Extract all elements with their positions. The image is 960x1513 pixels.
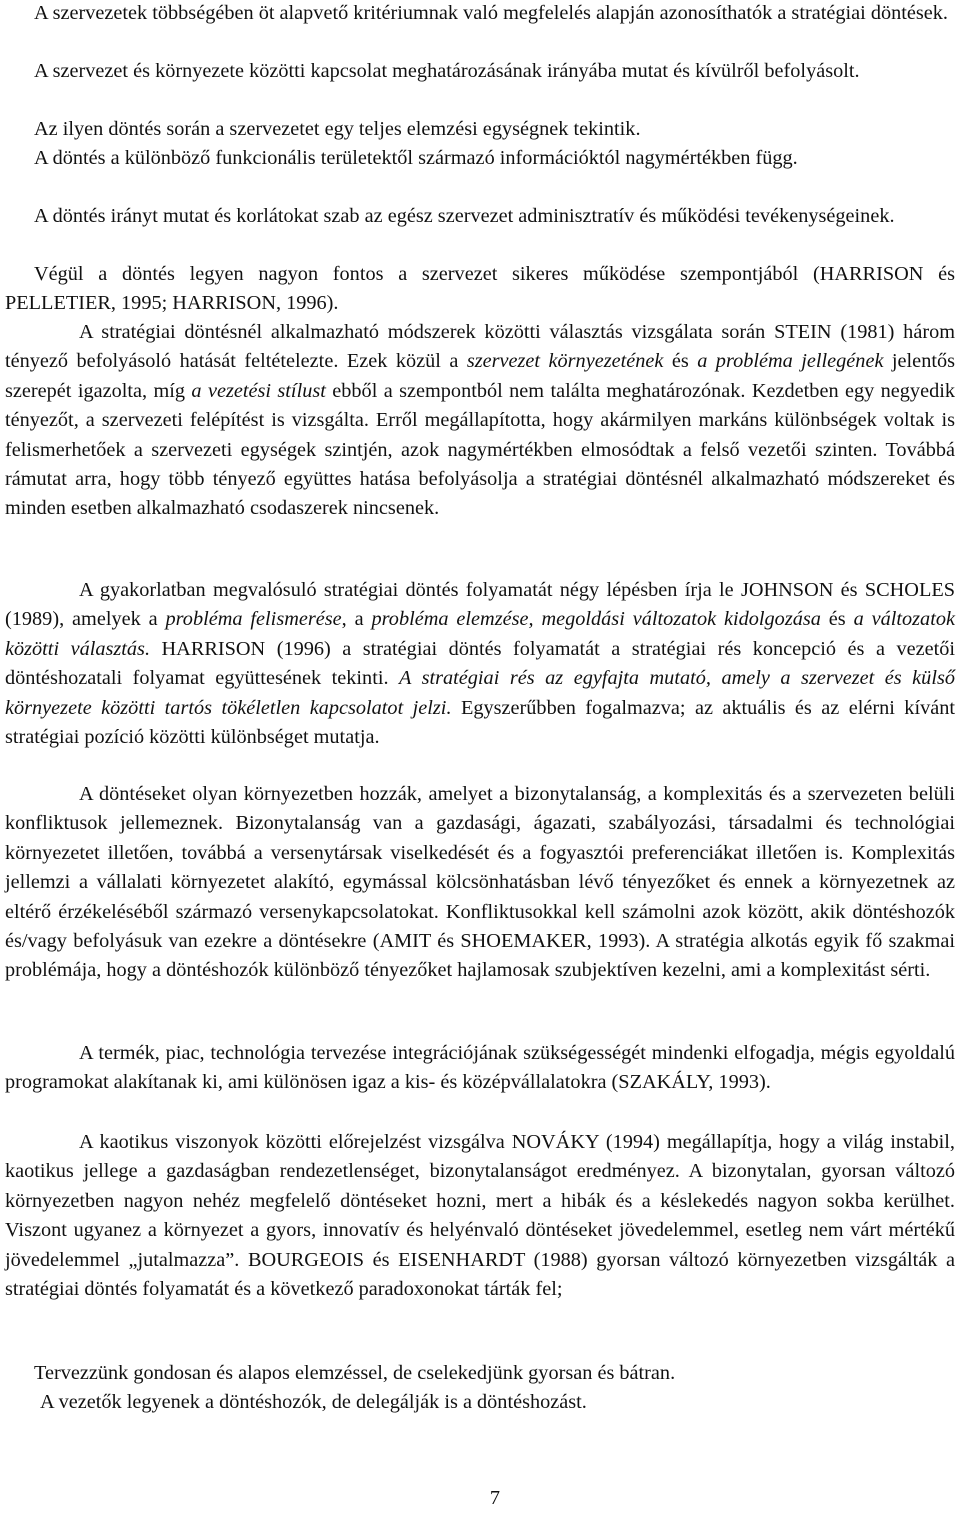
italic-run: probléma elemzése, megoldási változatok kidolgozása	[371, 608, 821, 631]
paragraph-paradox-2: A vezetők legyenek a döntéshozók, de delegálják is a döntéshozást.	[40, 1391, 587, 1413]
italic-run: a vezetési stílust	[191, 379, 326, 402]
paragraph-criteria-intro: A szervezetek többségében öt alapvető kritériumnak való megfelelés alapján azonosíthatók a stratégiai döntések.	[34, 2, 949, 24]
paragraph-uncertainty: A döntéseket olyan környezetben hozzák, amelyet a bizonytalanság, a komplexitás és a szervezeten belüli konfliktusok jellemeznek. Bizonytalanság van a gazdasági, ágazati, szabályozási, társadalmi és technológiai környezetet illetően, továbbá a versenytársak viselkedését és a fogyasztói preferenciákat illetően is. Komplexitás jellemzi a vállalati környezetet alakító, egymással kölcsönhatásban lévő tényezőket és ennek a környezetnek az eltérő érzékeléséből származó versenykapcsolatokat. Konfliktusokkal kell számolni azok között, akik döntéshozók és/vagy befolyásuk van ezekre a döntésekre (AMIT és SHOEMAKER, 1993). A stratégia alkotás egyik fő szakmai problémája, hogy a döntéshozók különböző tényezőket hajlamosak szubjektíven kezelni, ami a komplexitást sérti.	[5, 783, 955, 982]
paragraph-criterion-2: Az ilyen döntés során a szervezetet egy teljes elemzési egységnek tekintik.	[34, 118, 641, 140]
text-run: , a	[341, 608, 372, 631]
italic-run: a változatok közötti választás.	[5, 608, 955, 660]
paragraph-product-market: A termék, piac, technológia tervezése integrációjának szükségességét mindenki elfogadja, mégis egyoldalú programokat alakítanak ki, ami különösen igaz a kis- és középvállalatokra (SZAKÁLY, 1993).	[5, 1042, 955, 1094]
paragraph-criterion-3: A döntés a különböző funkcionális területektől származó információktól nagymértékben függ.	[34, 147, 798, 169]
italic-run: szervezet környezetének	[466, 350, 664, 373]
text-run: A stratégiai döntésnél alkalmazható módszerek közötti választás vizsgálata során STEIN (1981) három tényező befolyásoló hatását feltételezte. Ezek közül a	[5, 321, 955, 373]
text-run: és	[663, 350, 698, 373]
text-run: jelentős szerepét igazolta, míg	[5, 350, 955, 402]
text-run: HARRISON (1996) a stratégiai döntés folyamatát a stratégiai rés koncepció és a vezetői döntéshozatali folyamat együttesének tekinti.	[5, 637, 955, 690]
text-run: ebből a szempontból nem találta meghatározónak. Kezdetben egy negyedik tényezőt, a szervezeti felépítést is vizsgálta. Erről megállapította, hogy akármilyen markáns különbségek voltak is felismerhetőek a szervezeti egységek szintjén, azok nagymértékben elmosódtak a felső vezetői szinten. Továbbá rámutat arra, hogy több tényező együttes hatása befolyásolja a stratégiai döntésnél alkalmazható módszereket és minden esetben alkalmazható csodaszerek nincsenek.	[5, 379, 955, 520]
italic-run: probléma felismerése	[165, 608, 342, 631]
text-run: Egyszerűbben fogalmazva; az aktuális és az elérni kívánt stratégiai pozíció közötti különbséget mutatja.	[5, 696, 955, 749]
italic-run: A stratégiai rés az egyfajta mutató, amely a szervezet és külső környezete közötti tartós tökéletlen kapcsolatot jelzi.	[5, 667, 955, 719]
paragraph-chaos: A kaotikus viszonyok közötti előrejelzést vizsgálva NOVÁKY (1994) megállapítja, hogy a világ instabil, kaotikus jellege a gazdaságban rendezetlenséget, bizonytalanságot eredményez. A bizonytalan, gyorsan változó környezetben nagyon nehéz megfelelő döntéseket hozni, mert a hibák és a késlekedés nagyon sokba kerülhet. Viszont ugyanez a környezet a gyors, innovatív és helyénvaló döntéseket jövedelemmel, esetleg nem várt mértékű jövedelemmel „jutalmazza”. BOURGEOIS és EISENHARDT (1988) gyorsan változó környezetben vizsgálták a stratégiai döntés folyamatát és a következő paradoxonokat tárták fel;	[5, 1131, 955, 1301]
page-number: 7	[489, 1487, 501, 1509]
text-run: és	[820, 608, 854, 631]
paragraph-johnson-scholes	[5, 576, 955, 752]
paragraph-criterion-5: Végül a döntés legyen nagyon fontos a szervezet sikeres működése szempontjából (HARRISON és PELLETIER, 1995; HARRISON, 1996).	[5, 263, 955, 315]
text-run: A gyakorlatban megvalósuló stratégiai döntés folyamatát négy lépésben írja le JOHNSON és SCHOLES (1989), amelyek a	[5, 579, 955, 631]
paragraph-criterion-4: A döntés irányt mutat és korlátokat szab az egész szervezet adminisztratív és működési tevékenységeinek.	[34, 205, 895, 227]
italic-run: a probléma jellegének	[697, 350, 884, 373]
paragraph-criterion-1: A szervezet és környezete közötti kapcsolat meghatározásának irányába mutat és kívülről befolyásolt.	[34, 60, 860, 82]
paragraph-stein	[5, 318, 955, 524]
paragraph-paradox-1: Tervezzünk gondosan és alapos elemzéssel, de cselekedjünk gyorsan és bátran.	[34, 1362, 676, 1384]
